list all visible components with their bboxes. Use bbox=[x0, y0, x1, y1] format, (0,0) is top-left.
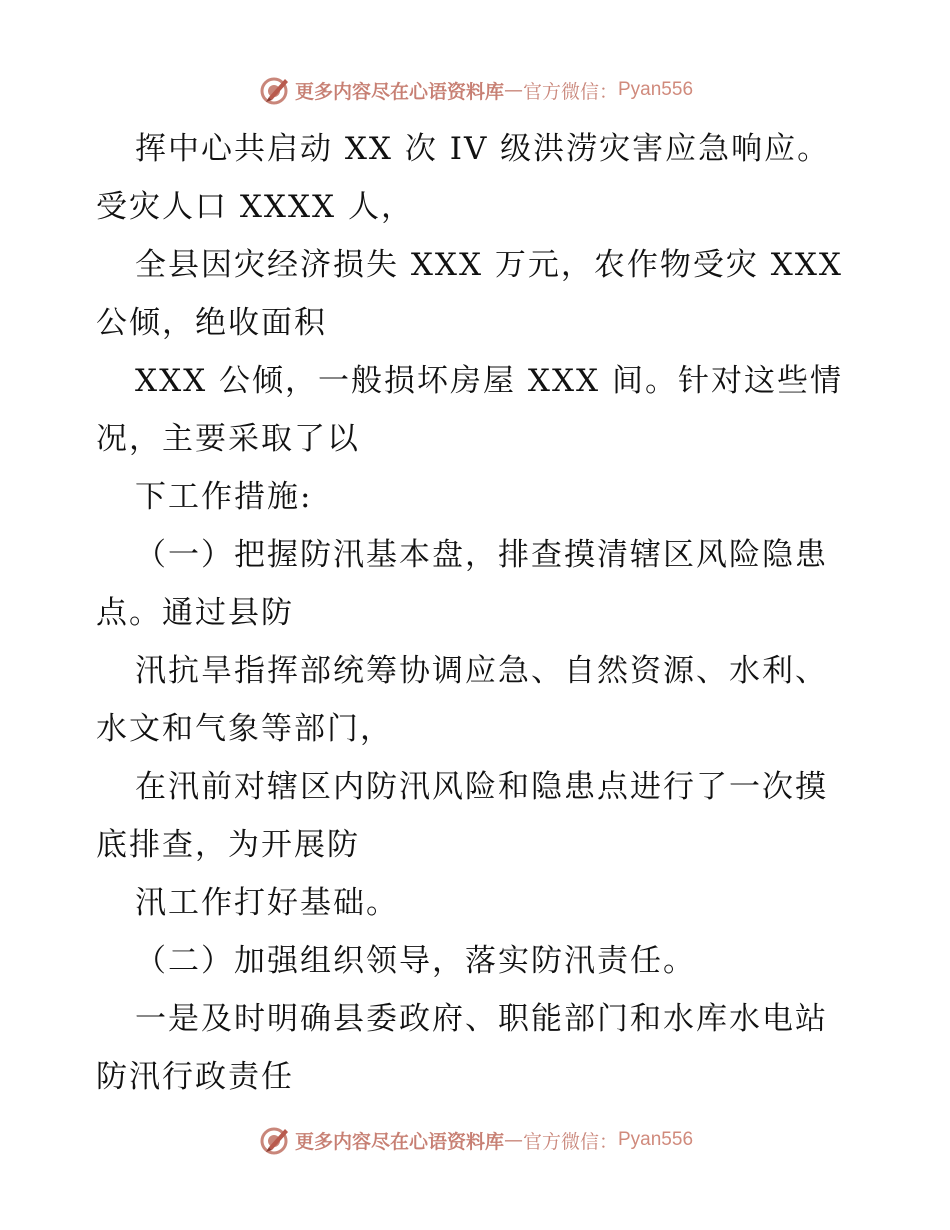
text-line: XXX 公倾，一般损坏房屋 XXX 间。针对这些情 bbox=[135, 363, 843, 399]
watermark-wechat-label: 官方微信： bbox=[522, 1130, 618, 1153]
text-line: 全县因灾经济损失 XXX 万元，农作物受灾 XXX bbox=[135, 247, 843, 283]
text-line: 汛抗旱指挥部统筹协调应急、自然资源、水利、 bbox=[135, 653, 828, 689]
text-line: 水文和气象等部门， bbox=[96, 711, 393, 747]
document-body bbox=[96, 120, 856, 1106]
watermark-wechat-label: 官方微信： bbox=[522, 80, 618, 103]
text-line: 一是及时明确县委政府、职能部门和水库水电站 bbox=[135, 1001, 828, 1037]
quill-seal-icon bbox=[257, 1123, 291, 1157]
quill-seal-icon bbox=[257, 73, 291, 107]
text-line: 受灾人口 XXXX 人， bbox=[96, 189, 414, 225]
text-line: 况，主要采取了以 bbox=[96, 421, 360, 457]
watermark-site: 更多内容尽在心语资料库 bbox=[294, 1130, 504, 1153]
text-line: （二）加强组织领导，落实防汛责任。 bbox=[135, 943, 696, 979]
watermark-header bbox=[0, 70, 950, 110]
text-line: （一）把握防汛基本盘，排查摸清辖区风险隐患 bbox=[135, 537, 828, 573]
watermark-separator: — bbox=[503, 79, 523, 101]
watermark-separator: — bbox=[503, 1129, 523, 1151]
text-line: 在汛前对辖区内防汛风险和隐患点进行了一次摸 bbox=[135, 769, 828, 805]
text-line: 下工作措施: bbox=[135, 479, 313, 515]
watermark-account: Pyan556 bbox=[618, 1129, 694, 1150]
text-line: 防汛行政责任 bbox=[96, 1059, 294, 1095]
text-line: 点。通过县防 bbox=[96, 595, 294, 631]
watermark-site: 更多内容尽在心语资料库 bbox=[294, 80, 504, 103]
watermark-footer bbox=[0, 1120, 950, 1160]
text-line: 公倾，绝收面积 bbox=[96, 305, 327, 341]
text-line: 挥中心共启动 XX 次 IV 级洪涝灾害应急响应。 bbox=[135, 131, 831, 167]
watermark-account: Pyan556 bbox=[618, 79, 694, 100]
text-line: 底排查，为开展防 bbox=[96, 827, 360, 863]
text-line: 汛工作打好基础。 bbox=[135, 885, 399, 921]
